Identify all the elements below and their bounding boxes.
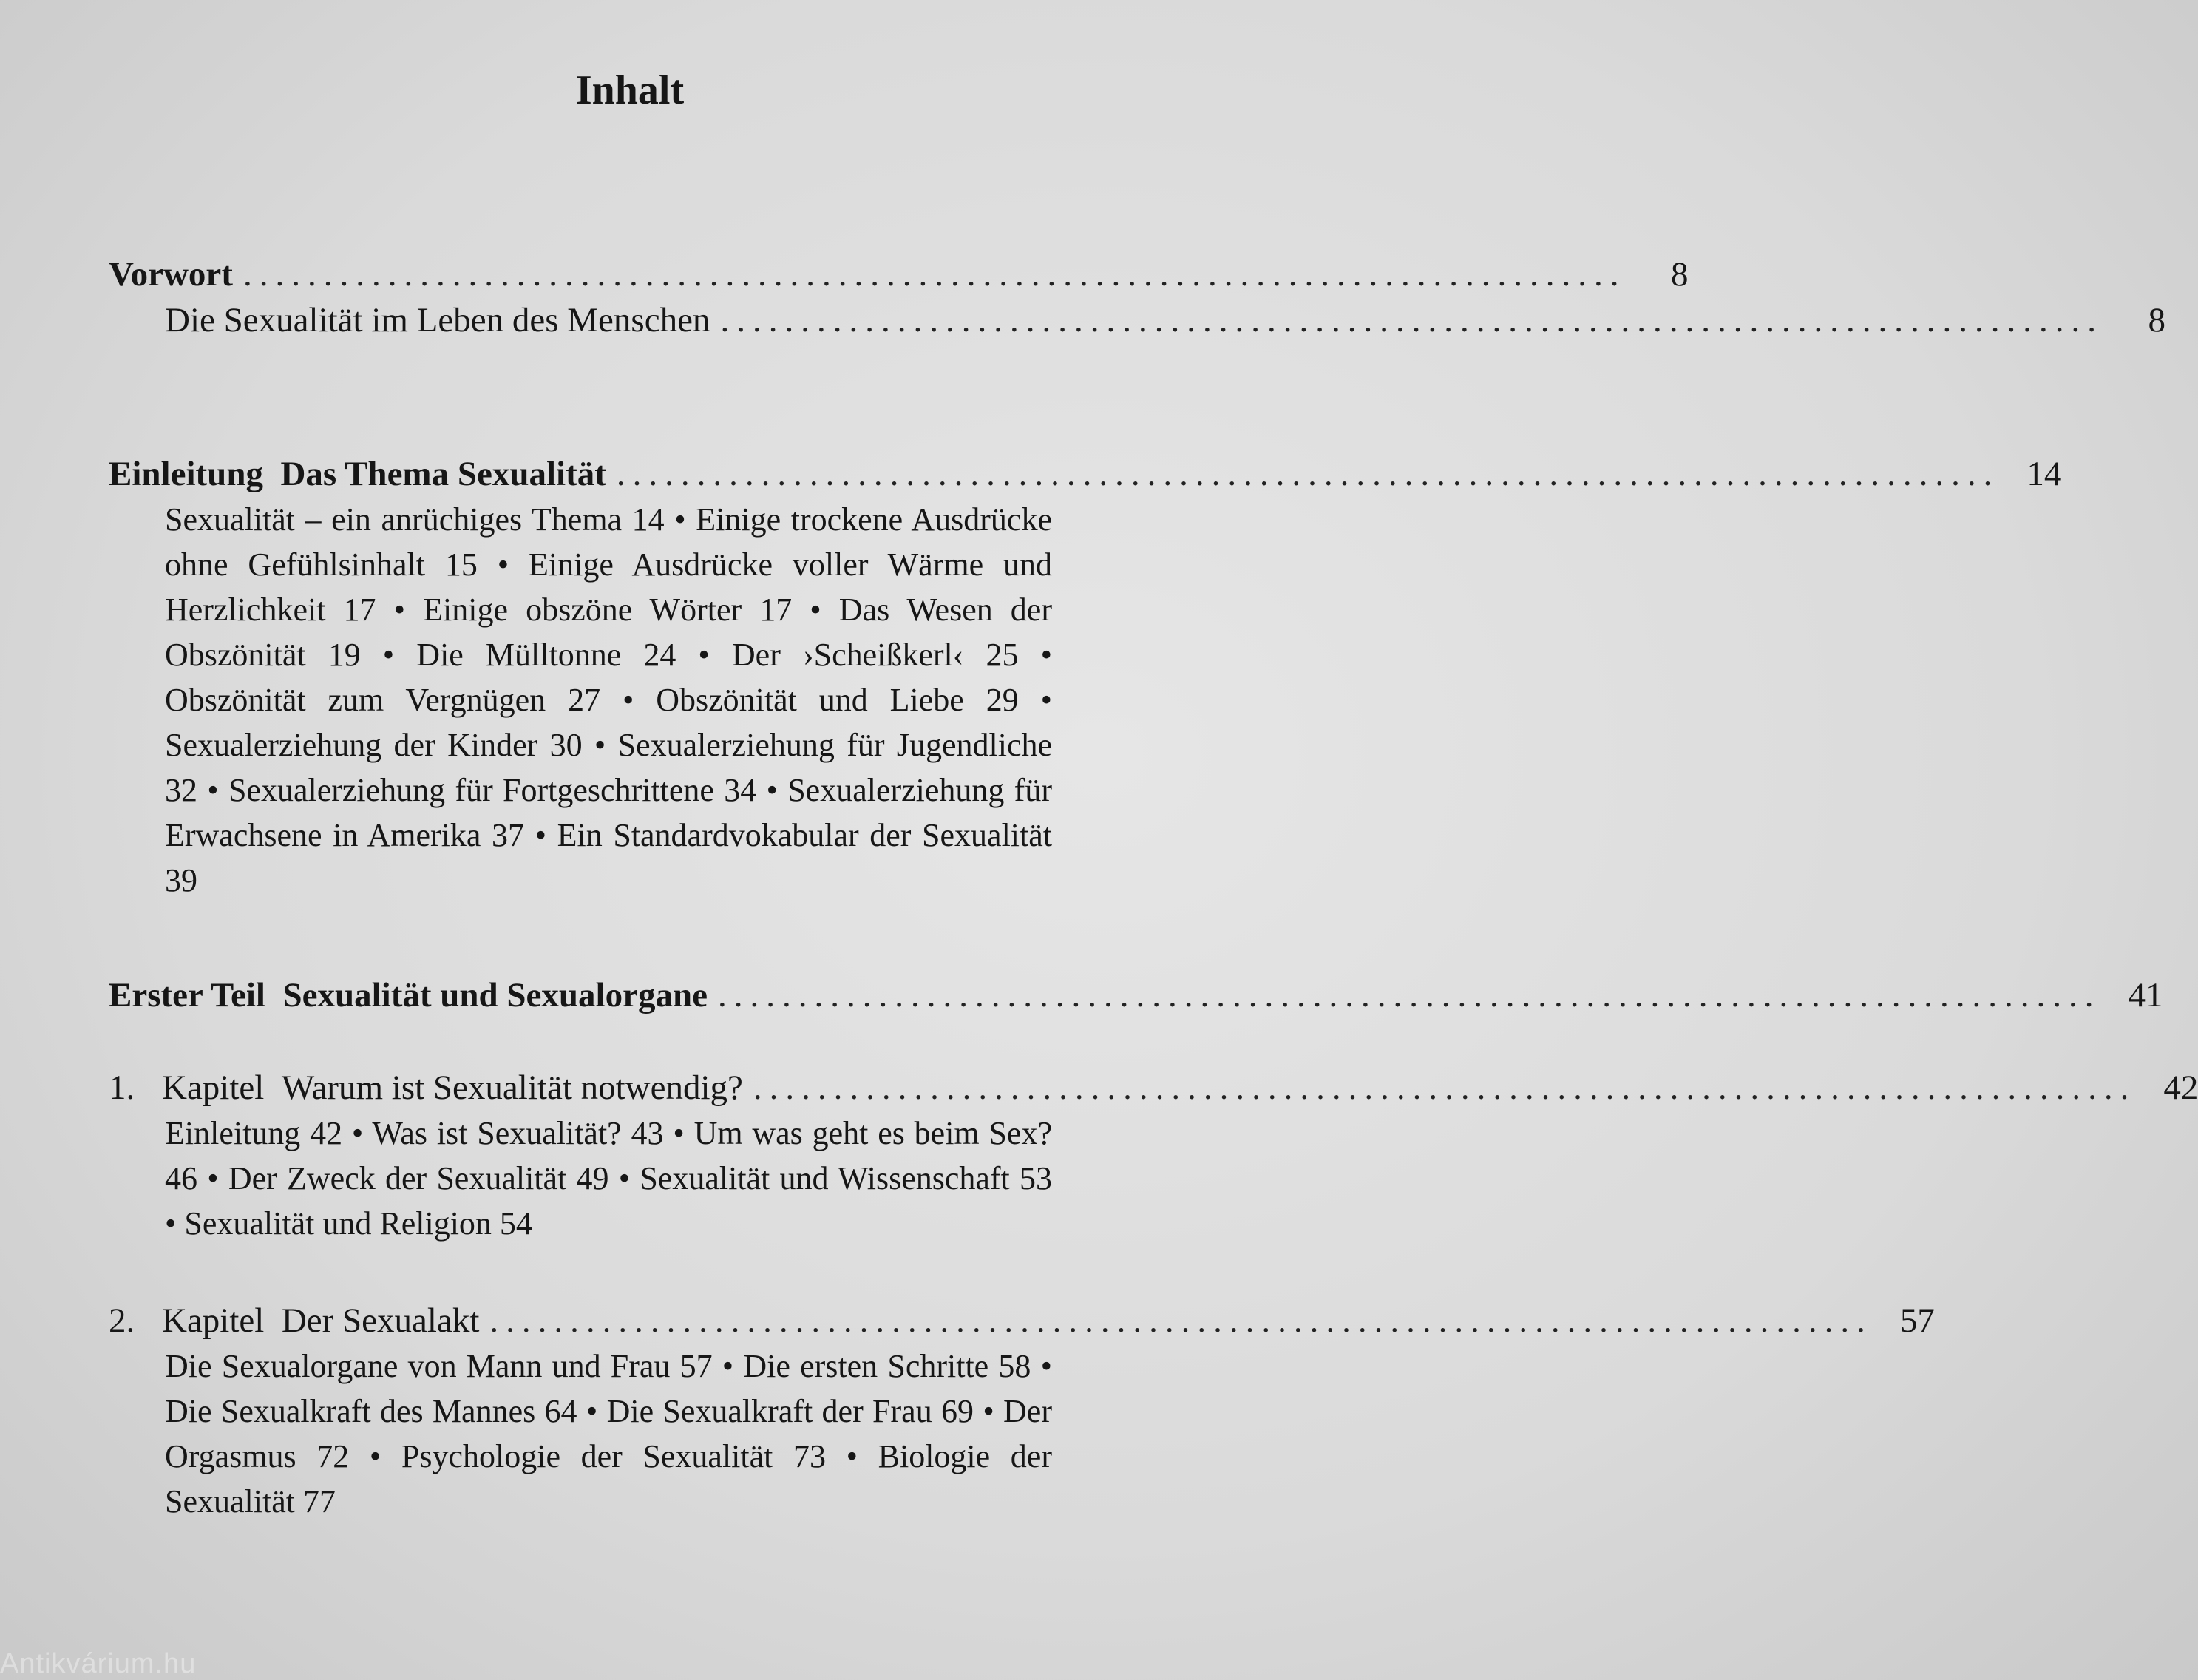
toc-entry-einleitung (109, 451, 2062, 903)
leader-dots: ...................................................................................... (717, 976, 2101, 1015)
entry-subtitle: Sexualität und Sexualorgane (282, 976, 708, 1015)
sub-entry-page: 8 (2148, 301, 2165, 339)
chapter-number: 2. (109, 1301, 135, 1340)
entry-subtitle: Warum ist Sexualität notwendig? (281, 1068, 743, 1107)
entry-page: 42 (2163, 1068, 2198, 1107)
entry-subtitle: Das Thema Sexualität (280, 455, 606, 493)
leader-dots: ...................................................................................... (616, 455, 2000, 493)
entry-head: Einleitung Das Thema Sexualität (109, 455, 606, 493)
entry-summary: Sexualität – ein anrüchiges Thema 14 • Einige trockene Ausdrücke ohne Gefühlsinhalt 15 • Einige Ausdrücke voller Wärme und Herzlichkeit 17 • Einige obszöne Wörter 17 • Das Wesen der Obszönität 19 • Die Mülltonne 24 • Der ›Scheißkerl‹ 25 • Obszönität zum Vergnügen 27 • Obszönität und Liebe 29 • Sexualerziehung der Kinder 30 • Sexualerziehung für Jugendliche 32 • Sexualerziehung für Fortgeschrittene 34 • Sexualerziehung für Erwachsene in Amerika 37 • Ein Standardvokabular der Sexualität 39 (165, 501, 1052, 898)
entry-summary: Einleitung 42 • Was ist Sexualität? 43 • Um was geht es beim Sex? 46 • Der Zweck der Sexualität 49 • Sexualität und Wissenschaft 53 • Sexualität und Religion 54 (165, 1115, 1052, 1242)
entry-subtitle: Der Sexualakt (281, 1301, 480, 1340)
toc-entry-kapitel-2 (109, 1298, 1935, 1524)
leader-dots: ...................................................................................... (753, 1068, 2137, 1107)
toc-entry-erster-teil (109, 972, 2163, 1018)
entry-page: 8 (1670, 255, 1689, 294)
toc-entry-kapitel-1 (109, 1065, 2198, 1246)
leader-dots: ...................................................................................... (720, 301, 2103, 339)
watermark: Antikvárium.hu (0, 1648, 197, 1679)
page-title: Inhalt (575, 67, 685, 113)
entry-head: 1. Kapitel Warum ist Sexualität notwendig? (109, 1065, 743, 1111)
leader-dots: ...................................................................................... (242, 255, 1627, 294)
toc-entry-vorwort (109, 251, 2165, 343)
entry-page: 57 (1899, 1301, 1935, 1340)
entry-head: 2. Kapitel Der Sexualakt (109, 1298, 479, 1344)
entry-head: Vorwort (109, 255, 233, 294)
entry-summary: Die Sexualorgane von Mann und Frau 57 • Die ersten Schritte 58 • Die Sexualkraft des Mannes 64 • Die Sexualkraft der Frau 69 • Der Orgasmus 72 • Psychologie der Sexualität 73 • Biologie der Sexualität 77 (165, 1348, 1052, 1520)
sub-entry-label: Die Sexualität im Leben des Menschen (165, 301, 710, 339)
leader-dots: ...................................................................................... (489, 1301, 1873, 1340)
entry-head: Erster Teil Sexualität und Sexualorgane (109, 976, 708, 1015)
entry-page: 14 (2026, 455, 2062, 493)
entry-page: 41 (2128, 976, 2163, 1015)
chapter-number: 1. (109, 1068, 135, 1107)
